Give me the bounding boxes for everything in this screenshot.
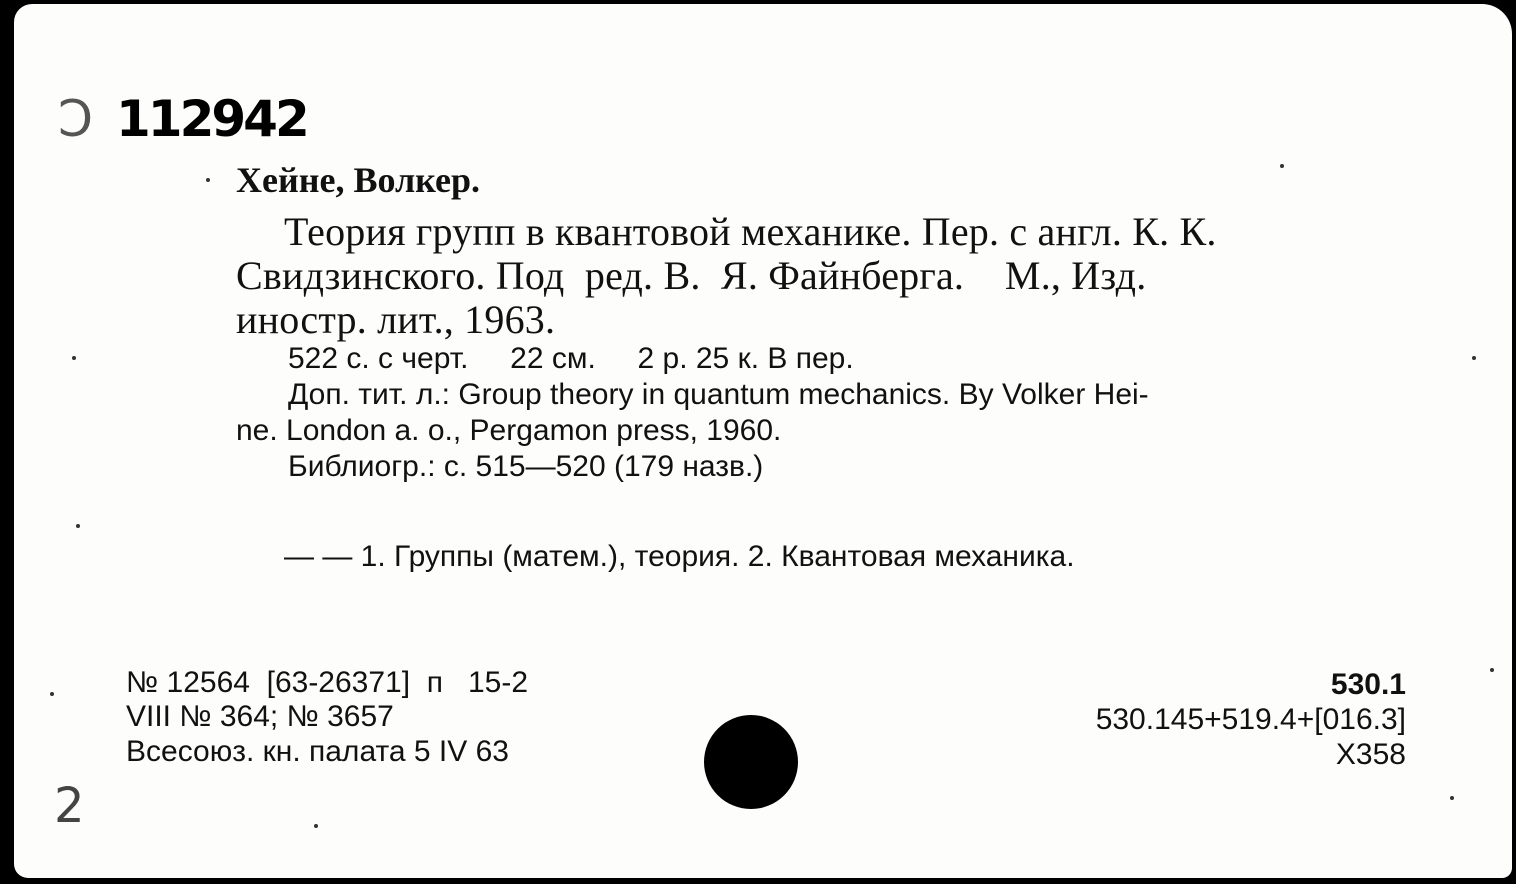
speck — [1490, 668, 1494, 672]
speck — [1280, 164, 1284, 168]
bibliography-note: Библиогр.: с. 515—520 (179 назв.) — [288, 450, 764, 483]
stamp-bracket-icon: Ͻ — [58, 90, 94, 148]
speck — [314, 824, 318, 828]
speck — [1450, 796, 1454, 800]
speck — [72, 356, 76, 360]
speck — [1472, 356, 1476, 360]
classification-udc: 530.1 — [1330, 668, 1406, 701]
classification-full: 530.145+519.4+[016.3] — [1095, 703, 1406, 736]
physical-description: 522 с. с черт. 22 см. 2 р. 25 к. В пер. — [288, 342, 854, 375]
title-line-3: иностр. лит., 1963. — [236, 297, 556, 342]
original-title-line-1: Доп. тит. л.: Group theory in quantum mechanics. By Volker Hei- — [288, 378, 1149, 411]
title-line-1: Теория групп в квантовой механике. Пер. с англ. К. К. — [284, 209, 1217, 254]
catalog-card — [14, 4, 1512, 878]
speck — [76, 524, 80, 528]
handwritten-mark: 2 — [54, 778, 85, 834]
speck — [206, 178, 210, 182]
title-line-2: Свидзинского. Под ред. В. Я. Файнберга. М., Изд. — [236, 253, 1147, 298]
punch-hole — [704, 715, 798, 809]
classification-author-mark: Х358 — [1335, 738, 1406, 771]
registry-series: VIII № 364; № 3657 — [126, 700, 394, 733]
author-heading: Хейне, Волкер. — [236, 160, 481, 200]
registry-number: № 12564 [63-26371] п 15-2 — [126, 666, 529, 699]
registry-chamber: Всесоюз. кн. палата 5 IV 63 — [126, 735, 509, 768]
speck — [50, 692, 54, 696]
inventory-number: 112942 — [116, 90, 307, 148]
original-title-line-2: ne. London a. o., Pergamon press, 1960. — [236, 414, 782, 447]
subject-headings: — — 1. Группы (матем.), теория. 2. Квантовая механика. — [284, 540, 1075, 573]
